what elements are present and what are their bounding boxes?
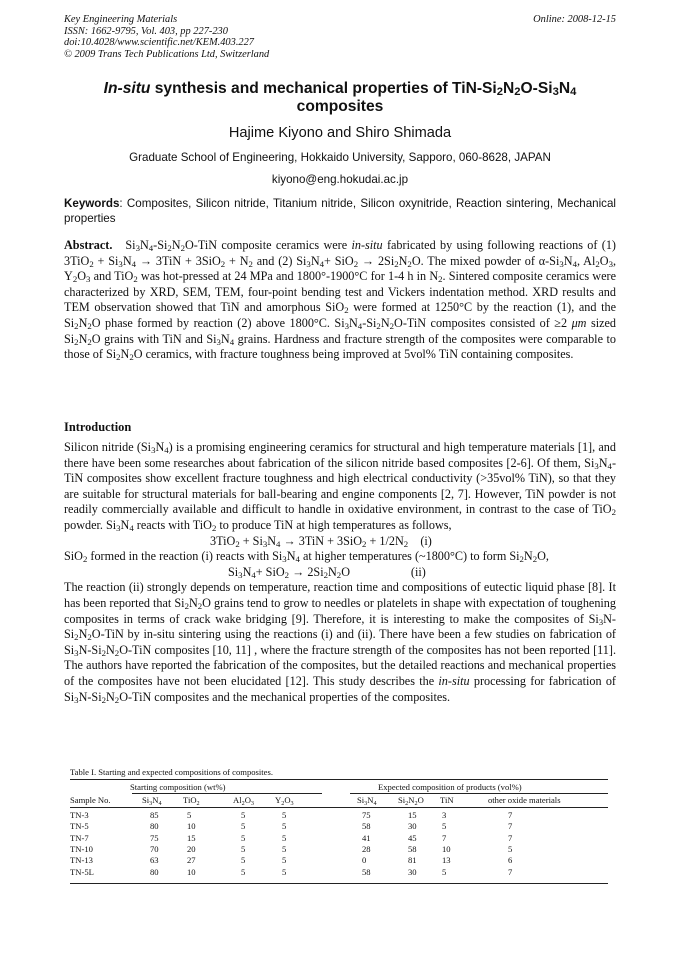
cell-start-y2o3: 5 xyxy=(282,866,287,877)
cell-exp-tin: 13 xyxy=(442,855,451,866)
col-start-tio2: TiO$_2$ xyxy=(183,795,200,807)
cell-start-si3n4: 80 xyxy=(150,866,159,877)
keywords-label: Keywords xyxy=(64,197,120,210)
table-header-rule xyxy=(70,807,608,808)
cell-exp-si3n4: 58 xyxy=(362,821,371,832)
keywords xyxy=(64,196,616,227)
cell-exp-si3n4: 75 xyxy=(362,810,371,820)
issn-line: ISSN: 1662-9795, Vol. 403, pp 227-230 xyxy=(64,25,228,37)
journal-header xyxy=(64,14,616,60)
col-exp-si2n2o: $Si_2N_2O$ xyxy=(398,795,424,807)
abstract-label: Abstract. xyxy=(64,238,113,252)
col-sample-no: Sample No. xyxy=(70,795,111,805)
cell-exp-si3n4: 28 xyxy=(362,843,371,854)
cell-start-y2o3: 5 xyxy=(282,810,287,820)
abstract: Abstract. $Si_3N_4-Si_2N_2O$-TiN composite ceramics were in-situ fabricated by using following reactions of (1) $3TiO_2 + Si_3N_4 \to 3TiN + 3SiO_2 + N_2$ and (2) $Si_3N_4+ SiO_2 \to 2Si_2N_2O$. The mixed powder of $\alpha-Si_3N_4$, $Al_2O_3$, $Y_2O_3$ and TiO$_2$ was hot-pressed at 24 MPa and 1800°-1900°C for 1-4 h in $N_2$. Sintered composite ceramics were characterized by XRD, SEM, TEM, four-point bending test and Vickers indentation method. XRD results and TEM observation showed that TiN and amorphous SiO$_2$ were formed at 1250°C by the reaction (1), and the $Si_2N_2O$ phase formed by reaction (2) above 1800°C. $Si_3N_4-Si_2N_2O$-TiN composites consisted of ≥2 μm sized $Si_2N_2O$ grains with TiN and $Si_3N_4$ grains. Hardness and fracture strength of the composites were comparable to those of $Si_2N_2O$ ceramics, with fracture toughness being improved at 5vol% TiN containing composites. xyxy=(64,238,617,363)
col-start-al2o3: $Al_2O_3$ xyxy=(233,795,254,807)
cell-exp-si2n2o: 15 xyxy=(408,810,417,820)
cell-start-al2o3: 5 xyxy=(241,832,246,843)
cell-exp-other-oxides: 7 xyxy=(508,866,513,877)
cell-exp-si3n4: 0 xyxy=(362,855,367,866)
col-start-y2o3: $Y_2O_3$ xyxy=(275,795,294,807)
cell-exp-tin: 10 xyxy=(442,843,451,854)
cell-exp-tin: 3 xyxy=(442,810,447,820)
doi-line: doi:10.4028/www.scientific.net/KEM.403.227 xyxy=(64,37,254,49)
table-bottom-rule xyxy=(70,883,608,884)
title-line-2: composites xyxy=(296,98,384,115)
cell-start-tio2: 10 xyxy=(187,821,196,832)
introduction-heading: Introduction xyxy=(64,420,132,434)
col-start-si3n4: $Si_3N_4$ xyxy=(142,795,162,807)
cell-exp-other-oxides: 7 xyxy=(508,832,513,843)
cell-exp-other-oxides: 7 xyxy=(508,810,513,820)
introduction-body xyxy=(64,440,616,705)
online-date: Online: 2008-12-15 xyxy=(533,14,616,25)
affiliation: Graduate School of Engineering, Hokkaido University, Sapporo, 060-8628, JAPAN xyxy=(129,151,551,164)
cell-exp-si3n4: 41 xyxy=(362,832,371,843)
cell-exp-tin: 7 xyxy=(442,832,447,843)
col-exp-tin: TiN xyxy=(440,795,454,805)
cell-start-tio2: 10 xyxy=(187,866,196,877)
cell-sample-no: TN-10 xyxy=(70,843,93,854)
journal-name: Key Engineering Materials xyxy=(64,14,178,25)
cell-start-tio2: 20 xyxy=(187,843,196,854)
cell-exp-other-oxides: 6 xyxy=(508,855,513,866)
title-line-1: In-situ synthesis and mechanical properties of TiN-$Si_2N_2O-Si_3N_4$ xyxy=(103,80,577,98)
col-exp-other-oxides: other oxide materials xyxy=(488,795,561,805)
cell-sample-no: TN-5L xyxy=(70,866,94,877)
intro-paragraph-1: Silicon nitride $(Si_3N_4)$ is a promising engineering ceramics for structural and high temperature materials [1], and there have been some researches about fabrication of the silicon nitride based composites [2-6]. Of them, $Si_3N_4$-TiN composites show excellent fracture toughness and high electrical conductivity (>35vol% TiN), so that they are suitable for structural materials for ball-bearing and engine components [2, 7]. However, TiN powder is not readily commercially available and difficult to handle in oxidative environment, in contrast to the case of TiO$_2$ powder. $Si_3N_4$ reacts with TiO$_2$ to produce TiN at high temperatures as follows, xyxy=(64,440,616,533)
paper-title xyxy=(64,80,616,116)
cell-start-y2o3: 5 xyxy=(282,843,287,854)
cell-start-si3n4: 85 xyxy=(150,810,159,820)
cell-sample-no: TN-7 xyxy=(70,832,89,843)
cell-start-y2o3: 5 xyxy=(282,855,287,866)
equation-i: $3TiO_2 + Si_3N_4 \to 3TiN + 3SiO_2 + 1/2N_2$ (i) xyxy=(210,533,432,549)
starting-group-rule xyxy=(132,793,322,794)
cell-exp-si2n2o: 30 xyxy=(408,866,417,877)
cell-start-y2o3: 5 xyxy=(282,832,287,843)
cell-exp-si2n2o: 58 xyxy=(408,843,417,854)
cell-start-al2o3: 5 xyxy=(241,821,246,832)
cell-exp-other-oxides: 5 xyxy=(508,843,513,854)
expected-group-rule xyxy=(350,793,608,794)
cell-start-si3n4: 70 xyxy=(150,843,159,854)
cell-exp-tin: 5 xyxy=(442,866,447,877)
cell-sample-no: TN-3 xyxy=(70,810,89,820)
cell-sample-no: TN-5 xyxy=(70,821,89,832)
table-caption: Table I. Starting and expected compositions of composites. xyxy=(70,767,273,777)
cell-start-al2o3: 5 xyxy=(241,866,246,877)
cell-exp-si2n2o: 81 xyxy=(408,855,417,866)
header-starting-composition: Starting composition (wt%) xyxy=(130,782,226,792)
copyright-line: © 2009 Trans Tech Publications Ltd, Switzerland xyxy=(64,48,270,60)
keywords-text: : Composites, Silicon nitride, Titanium nitride, Silicon oxynitride, Reaction sintering, Mechanical properties xyxy=(64,197,616,226)
cell-exp-si2n2o: 30 xyxy=(408,821,417,832)
cell-start-al2o3: 5 xyxy=(241,810,246,820)
cell-start-al2o3: 5 xyxy=(241,843,246,854)
equation-ii: $Si_3N_4+ SiO_2 \to 2Si_2N_2O$ (ii) xyxy=(228,564,426,580)
table-top-rule xyxy=(70,779,608,780)
cell-exp-si3n4: 58 xyxy=(362,866,371,877)
cell-start-tio2: 27 xyxy=(187,855,196,866)
authors: Hajime Kiyono and Shiro Shimada xyxy=(228,125,452,141)
author-email: kiyono@eng.hokudai.ac.jp xyxy=(271,173,409,186)
cell-start-tio2: 5 xyxy=(187,810,192,820)
cell-start-si3n4: 80 xyxy=(150,821,159,832)
intro-paragraph-2: SiO$_2$ formed in the reaction (i) reacts with $Si_3N_4$ at higher temperatures (~1800°C) to form $Si_2N_2O$, xyxy=(64,549,549,565)
intro-paragraph-3: The reaction (ii) strongly depends on temperature, reaction time and compositions of eutectic liquid phase [8]. It has been reported that $Si_2N_2O$ grains tend to grow to needles or platelets in shape with expectation of toughening composites in terms of crack wake bridging [9]. Therefore, it is interesting to make the composites of $Si_3N-Si_2N_2O$-TiN by in-situ sintering using the reactions (i) and (ii). There have been a few studies on fabrication of $Si_3N-Si_2N_2O$-TiN composites [10, 11] , where the fracture strength of the composites has not been reported [11]. The authors have reported the fabrication of the composites, but the detailed reactions and mechanical properties of the composites have not been elucidated [12]. This study describes the in-situ processing for fabrication of $Si_3N-Si_2N_2O$-TiN composites and the mechanical properties of the composites. xyxy=(64,580,616,705)
cell-sample-no: TN-13 xyxy=(70,855,93,866)
cell-exp-si2n2o: 45 xyxy=(408,832,417,843)
cell-start-y2o3: 5 xyxy=(282,821,287,832)
cell-start-tio2: 15 xyxy=(187,832,196,843)
cell-start-si3n4: 63 xyxy=(150,855,159,866)
col-exp-si3n4: $Si_3N_4$ xyxy=(357,795,377,807)
cell-start-si3n4: 75 xyxy=(150,832,159,843)
cell-exp-other-oxides: 7 xyxy=(508,821,513,832)
cell-start-al2o3: 5 xyxy=(241,855,246,866)
header-expected-composition: Expected composition of products (vol%) xyxy=(378,782,522,792)
cell-exp-tin: 5 xyxy=(442,821,447,832)
